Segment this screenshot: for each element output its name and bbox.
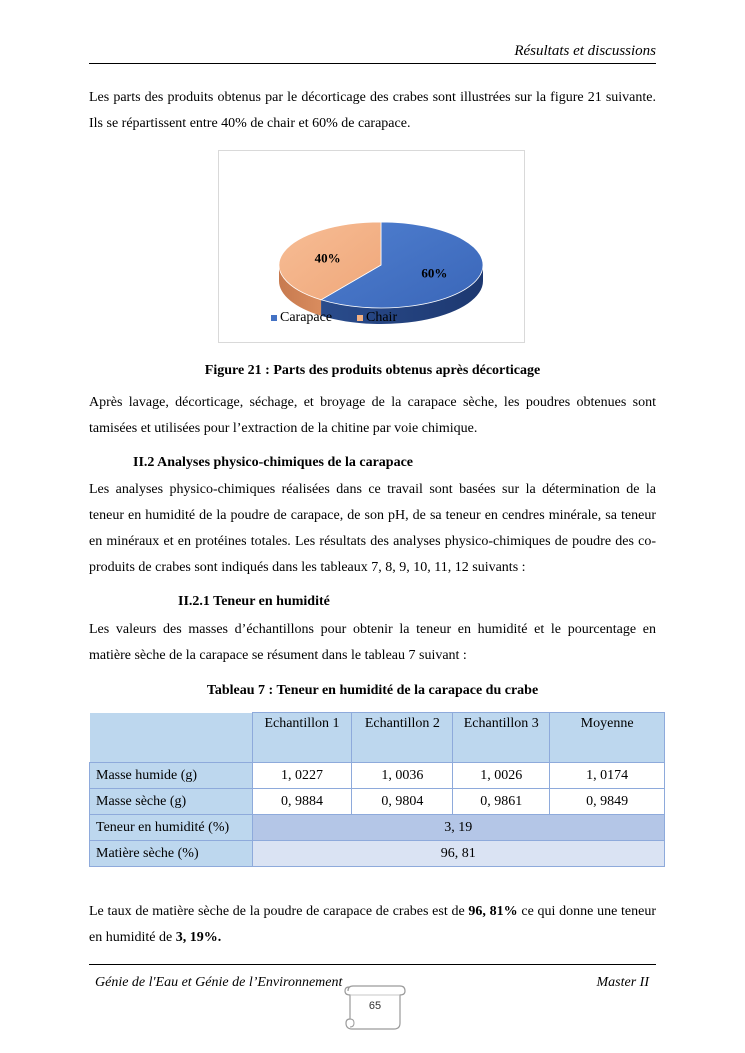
- masses-paragraph: Les valeurs des masses d’échantillons pour obtenir la teneur en humidité et le pourcentage en matière sèche de la carapace se résument dans le tableau 7 suivant :: [89, 622, 656, 663]
- page-number: 65: [368, 1000, 382, 1012]
- table-header-row: [90, 713, 665, 763]
- intro-paragraph: Les parts des produits obtenus par le décorticage des crabes sont illustrées sur la figure 21 suivante. Ils se répartissent entre 40% de chair et 60% de carapace.: [89, 90, 656, 131]
- table-cell: 1, 0026: [453, 763, 550, 789]
- table-row: [90, 841, 665, 867]
- row-label: Masse sèche (g): [90, 789, 253, 815]
- column-header: Echantillon 1: [252, 713, 352, 763]
- dry-matter-highlight: 96, 81%: [468, 904, 518, 919]
- table-cell: 0, 9884: [252, 789, 352, 815]
- table-caption: Tableau 7 : Teneur en humidité de la carapace du crabe: [206, 683, 539, 698]
- legend-swatch-chair: [357, 315, 363, 321]
- header-rule: [89, 63, 656, 64]
- table-corner-cell: [90, 713, 253, 763]
- humidity-highlight: 3, 19%: [175, 930, 218, 945]
- table-cell: 1, 0174: [550, 763, 665, 789]
- table-cell: 1, 0227: [252, 763, 352, 789]
- table-cell: 0, 9849: [550, 789, 665, 815]
- conclusion-text: Le taux de matière sèche de la poudre de carapace de crabes est de: [89, 904, 469, 919]
- conclusion-text: ce qui donne une teneur en humidité de: [89, 904, 656, 945]
- pie-chart-svg: [219, 151, 526, 344]
- running-header-title: Résultats et discussions: [514, 43, 656, 59]
- table-cell: 0, 9804: [352, 789, 453, 815]
- column-header: Moyenne: [550, 713, 665, 763]
- humidity-value-cell: 3, 19: [252, 815, 664, 841]
- table-row: [90, 763, 665, 789]
- column-header: Echantillon 2: [352, 713, 453, 763]
- processing-paragraph: Après lavage, décorticage, séchage, et broyage de la carapace sèche, les poudres obtenues sont tamisées et utilisées pour l’extraction de la chitine par voie chimique.: [89, 395, 656, 436]
- table-row: [90, 789, 665, 815]
- conclusion-paragraph: [89, 899, 656, 951]
- footer-program: Génie de l'Eau et Génie de l’Environnement: [95, 975, 343, 990]
- table-row: [90, 815, 665, 841]
- pie-data-label: 60%: [421, 265, 448, 281]
- footer-rule: [89, 964, 656, 965]
- legend-label-chair: Chair: [366, 310, 398, 325]
- section-heading: II.2 Analyses physico-chimiques de la carapace: [133, 455, 414, 470]
- conclusion-period: .: [217, 930, 222, 945]
- row-label: Matière sèche (%): [90, 841, 253, 867]
- dry-matter-value-cell: 96, 81: [252, 841, 664, 867]
- table-cell: 0, 9861: [453, 789, 550, 815]
- legend-label-carapace: Carapace: [280, 310, 333, 325]
- humidity-table: [89, 712, 665, 867]
- row-label: Teneur en humidité (%): [90, 815, 253, 841]
- subsection-heading: II.2.1 Teneur en humidité: [178, 594, 330, 609]
- pie-data-label: 40%: [314, 250, 341, 266]
- column-header: Echantillon 3: [453, 713, 550, 763]
- legend-swatch-carapace: [271, 315, 277, 321]
- footer-degree: Master II: [596, 975, 649, 990]
- figure-caption: Figure 21 : Parts des produits obtenus après décorticage: [204, 363, 541, 378]
- pie-chart-figure: [218, 150, 525, 343]
- table-cell: 1, 0036: [352, 763, 453, 789]
- analyses-paragraph: Les analyses physico-chimiques réalisées dans ce travail sont basées sur la détermination de la teneur en humidité de la poudre de carapace, de son pH, de sa teneur en cendres minérale, sa teneur en minéraux et en protéines totales. Les résultats des analyses physico-chimiques de poudre des co-produits de crabes sont indiqués dans les tableaux 7, 8, 9, 10, 11, 12 suivants :: [89, 482, 656, 575]
- row-label: Masse humide (g): [90, 763, 253, 789]
